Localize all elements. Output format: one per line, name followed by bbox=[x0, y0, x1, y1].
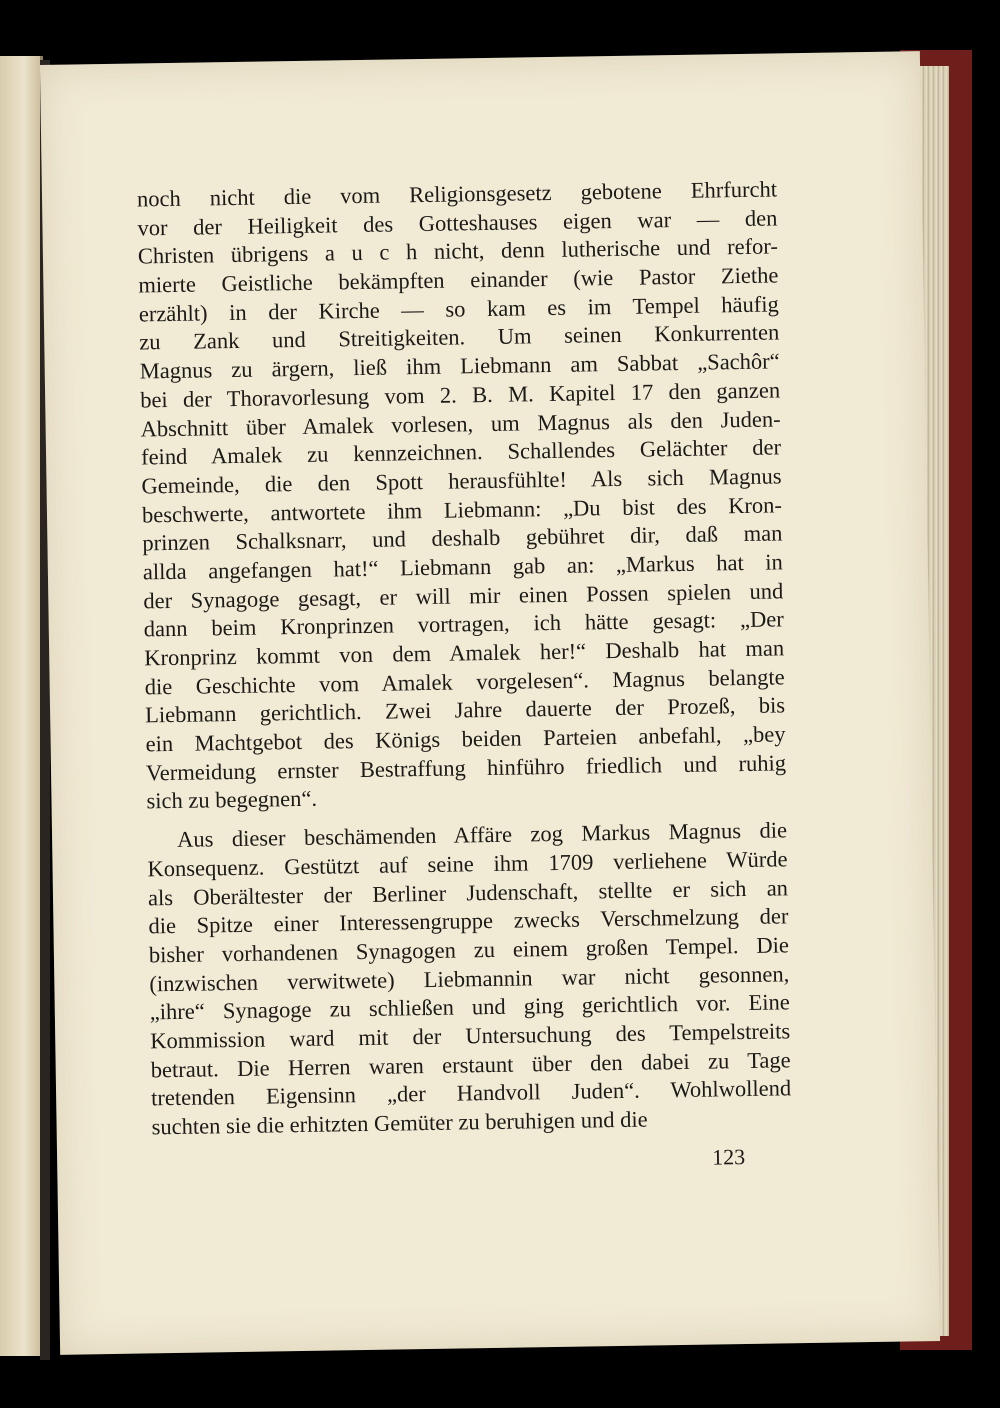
paragraph-1 bbox=[137, 175, 787, 816]
text-line: Gemeinde, die den Spott herausfühlte! Als sich Magnus bbox=[141, 463, 782, 499]
text-line: als Oberältester der Berliner Judenschaft, stellte er sich an bbox=[147, 874, 789, 910]
text-line: feind Amalek zu kennzeichnen. Schallendes Gelächter der bbox=[140, 434, 782, 470]
text-line: die Geschichte vom Amalek vorgelesen“. Magnus belangte bbox=[144, 664, 785, 700]
text-line: Abschnitt über Amalek vorlesen, um Magnus als den Juden- bbox=[140, 405, 781, 441]
text-line: bisher vorhandenen Synagogen zu einem großen Tempel. Die bbox=[148, 932, 790, 968]
text-line: bei der Thoravorlesung vom 2. B. M. Kapitel 17 den ganzen bbox=[139, 377, 781, 413]
text-line: Vermeidung ernster Bestraffung hinführo friedlich und ruhig bbox=[145, 750, 787, 786]
text-line: der Synagoge gesagt, er will mir einen Possen spielen und bbox=[143, 578, 784, 614]
text-line: „ihre“ Synagoge zu schließen und ging gerichtlich vor. Eine bbox=[149, 989, 790, 1025]
text-line: Christen übrigens a u c h nicht, denn lutherische und refor- bbox=[137, 233, 779, 269]
text-line: mierte Geistliche bekämpften einander (wie Pastor Ziethe bbox=[138, 262, 779, 298]
text-line: prinzen Schalksnarr, und deshalb gebühret dir, daß man bbox=[142, 520, 783, 556]
text-line: sich zu begegnen“. bbox=[146, 786, 318, 814]
text-line: zu Zank und Streitigkeiten. Um seinen Konkurrenten bbox=[139, 319, 780, 355]
text-line: Aus dieser beschämenden Affäre zog Markus Magnus die bbox=[176, 817, 788, 853]
text-line: ein Machtgebot des Königs beiden Parteien anbefahl, „bey bbox=[145, 721, 786, 757]
text-line: tretenden Eigensinn „der Handvoll Juden“. Wohlwollend bbox=[150, 1075, 792, 1111]
text-line: Magnus zu ärgern, ließ ihm Liebmann am Sabbat „Sachôr“ bbox=[139, 348, 780, 384]
text-line: Kommission ward mit der Untersuchung des Tempelstreits bbox=[150, 1018, 791, 1054]
text-line: Konsequenz. Gestützt auf seine ihm 1709 verliehene Würde bbox=[147, 846, 788, 882]
text-line: allda angefangen hat!“ Liebmann gab an: „Markus hat in bbox=[142, 549, 784, 585]
text-line: erzählt) in der Kirche — so kam es im Tempel häufig bbox=[138, 291, 779, 327]
text-line: betraut. Die Herren waren erstaunt über den dabei zu Tage bbox=[150, 1046, 791, 1082]
text-line: vor der Heiligkeit des Gotteshauses eigen war — den bbox=[137, 205, 778, 241]
text-line: die Spitze einer Interessengruppe zwecks Verschmelzung der bbox=[148, 903, 789, 939]
text-line: (inzwischen verwitwete) Liebmannin war nicht gesonnen, bbox=[149, 960, 790, 996]
page-number: 123 bbox=[711, 1144, 746, 1170]
text-line: suchten sie die erhitzten Gemüter zu beruhigen und die bbox=[151, 1106, 648, 1140]
text-line: noch nicht die vom Religionsgesetz gebotene Ehrfurcht bbox=[136, 176, 778, 212]
text-line: beschwerte, antwortete ihm Liebmann: „Du bist des Kron- bbox=[141, 491, 783, 528]
text-line: Liebmann gerichtlich. Zwei Jahre dauerte der Prozeß, bis bbox=[144, 692, 786, 728]
left-page-edge bbox=[0, 56, 43, 1356]
body-text bbox=[137, 175, 792, 1142]
paragraph-2 bbox=[147, 816, 792, 1142]
text-line: dann beim Kronprinzen vortragen, ich hätte gesagt: „Der bbox=[143, 606, 784, 642]
text-line: Kronprinz kommt von dem Amalek her!“ Deshalb hat man bbox=[144, 635, 785, 671]
book-page bbox=[40, 51, 940, 1355]
